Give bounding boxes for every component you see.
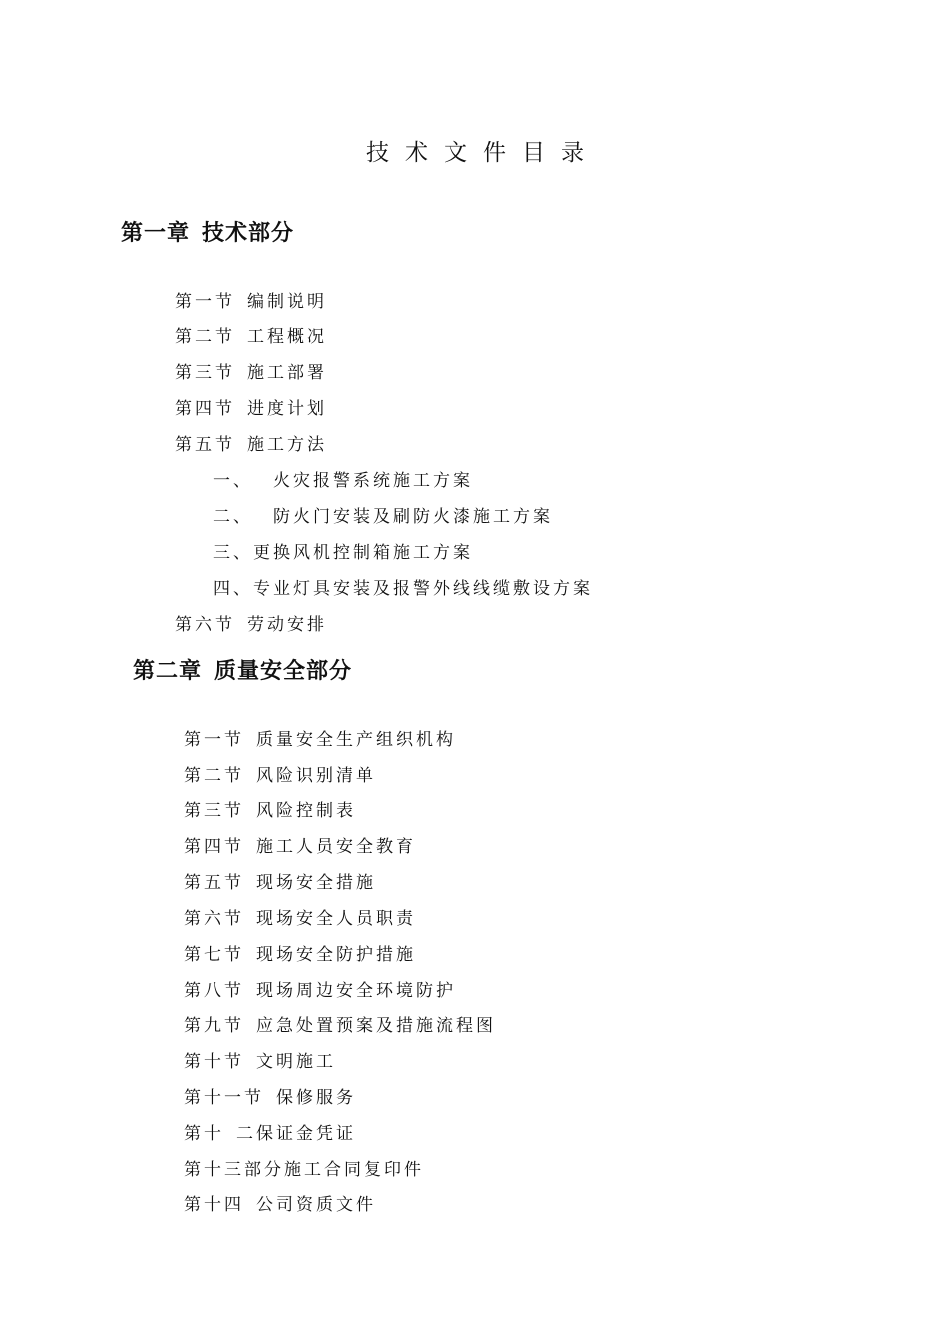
toc-entry: [184, 1011, 496, 1036]
toc-entry-text: 现场周边安全环境防护: [256, 981, 456, 1001]
toc-entry: [175, 287, 327, 312]
toc-entry-text: 施工部署: [247, 363, 327, 383]
chapter-heading: [133, 654, 352, 685]
toc-entry-label: 第五节: [175, 435, 235, 455]
toc-entry-label: 第四节: [175, 399, 235, 419]
toc-entry-label: 第八节: [184, 981, 244, 1001]
toc-entry-text: 防火门安装及刷防火漆施工方案: [273, 507, 553, 527]
toc-entry-text: 更换风机控制箱施工方案: [253, 543, 473, 563]
toc-entry-text: 进度计划: [247, 399, 327, 419]
toc-entry-label: 第五节: [184, 873, 244, 893]
toc-entry: [184, 832, 416, 857]
toc-entry: [184, 904, 416, 929]
toc-entry-label: 第四节: [184, 837, 244, 857]
toc-entry-label: 第十: [184, 1124, 224, 1144]
toc-entry-label: 第一节: [184, 730, 244, 750]
document-title: 技术文件目录: [366, 140, 600, 166]
toc-entry-label: 第三节: [184, 801, 244, 821]
chapter-title: 质量安全部分: [214, 659, 353, 684]
toc-entry-label: 第十三部分施工合同复印件: [184, 1160, 424, 1180]
toc-entry-text: 文明施工: [256, 1052, 336, 1072]
toc-entry: [184, 796, 356, 821]
toc-subentry: [213, 538, 473, 563]
toc-entry: [184, 940, 416, 965]
toc-entry-text: 公司资质文件: [256, 1195, 376, 1215]
toc-entry: [184, 976, 456, 1001]
chapter-heading: [121, 216, 294, 247]
toc-entry-text: 二保证金凭证: [236, 1124, 356, 1144]
toc-entry-label: 第一节: [175, 292, 235, 312]
toc-entry-text: 编制说明: [247, 292, 327, 312]
toc-entry-text: 现场安全措施: [256, 873, 376, 893]
toc-entry: [175, 610, 327, 635]
toc-entry-text: 风险控制表: [256, 801, 356, 821]
toc-entry-label: 第三节: [175, 363, 235, 383]
chapter-title: 技术部分: [202, 221, 295, 246]
toc-entry: [184, 1083, 356, 1108]
toc-entry-label: 一、: [213, 471, 253, 491]
toc-entry-label: 第十一节: [184, 1088, 264, 1108]
toc-entry: [175, 322, 327, 347]
toc-entry-text: 现场安全防护措施: [256, 945, 416, 965]
toc-entry: [175, 394, 327, 419]
chapter-number: 第二章: [133, 659, 203, 684]
toc-entry-label: 第二节: [184, 766, 244, 786]
toc-entry-text: 劳动安排: [247, 615, 327, 635]
toc-entry-text: 施工方法: [247, 435, 327, 455]
chapter-number: 第一章: [121, 221, 191, 246]
toc-entry: [175, 430, 327, 455]
toc-entry-label: 第九节: [184, 1016, 244, 1036]
toc-entry: [184, 868, 376, 893]
toc-entry-text: 专业灯具安装及报警外线线缆敷设方案: [253, 579, 593, 599]
toc-entry-label: 第七节: [184, 945, 244, 965]
toc-entry-label: 三、: [213, 543, 253, 563]
toc-entry-label: 第六节: [184, 909, 244, 929]
toc-entry: [184, 1119, 356, 1144]
toc-entry-label: 第十四: [184, 1195, 244, 1215]
toc-entry-label: 二、: [213, 507, 253, 527]
toc-subentry: [213, 502, 553, 527]
toc-entry-text: 应急处置预案及措施流程图: [256, 1016, 496, 1036]
toc-entry: [184, 761, 376, 786]
toc-entry-text: 质量安全生产组织机构: [256, 730, 456, 750]
toc-entry-label: 四、: [213, 579, 253, 599]
toc-entry-text: 施工人员安全教育: [256, 837, 416, 857]
toc-entry-label: 第二节: [175, 327, 235, 347]
toc-entry: [184, 1155, 424, 1180]
toc-entry: [184, 1047, 336, 1072]
toc-subentry: [213, 466, 473, 491]
toc-entry-text: 保修服务: [276, 1088, 356, 1108]
toc-entry: [175, 358, 327, 383]
toc-entry-text: 火灾报警系统施工方案: [273, 471, 473, 491]
toc-entry-label: 第十节: [184, 1052, 244, 1072]
toc-entry-text: 现场安全人员职责: [256, 909, 416, 929]
toc-entry: [184, 725, 456, 750]
toc-entry-text: 风险识别清单: [256, 766, 376, 786]
toc-entry: [184, 1190, 376, 1215]
toc-entry-text: 工程概况: [247, 327, 327, 347]
toc-entry-label: 第六节: [175, 615, 235, 635]
toc-subentry: [213, 574, 593, 599]
